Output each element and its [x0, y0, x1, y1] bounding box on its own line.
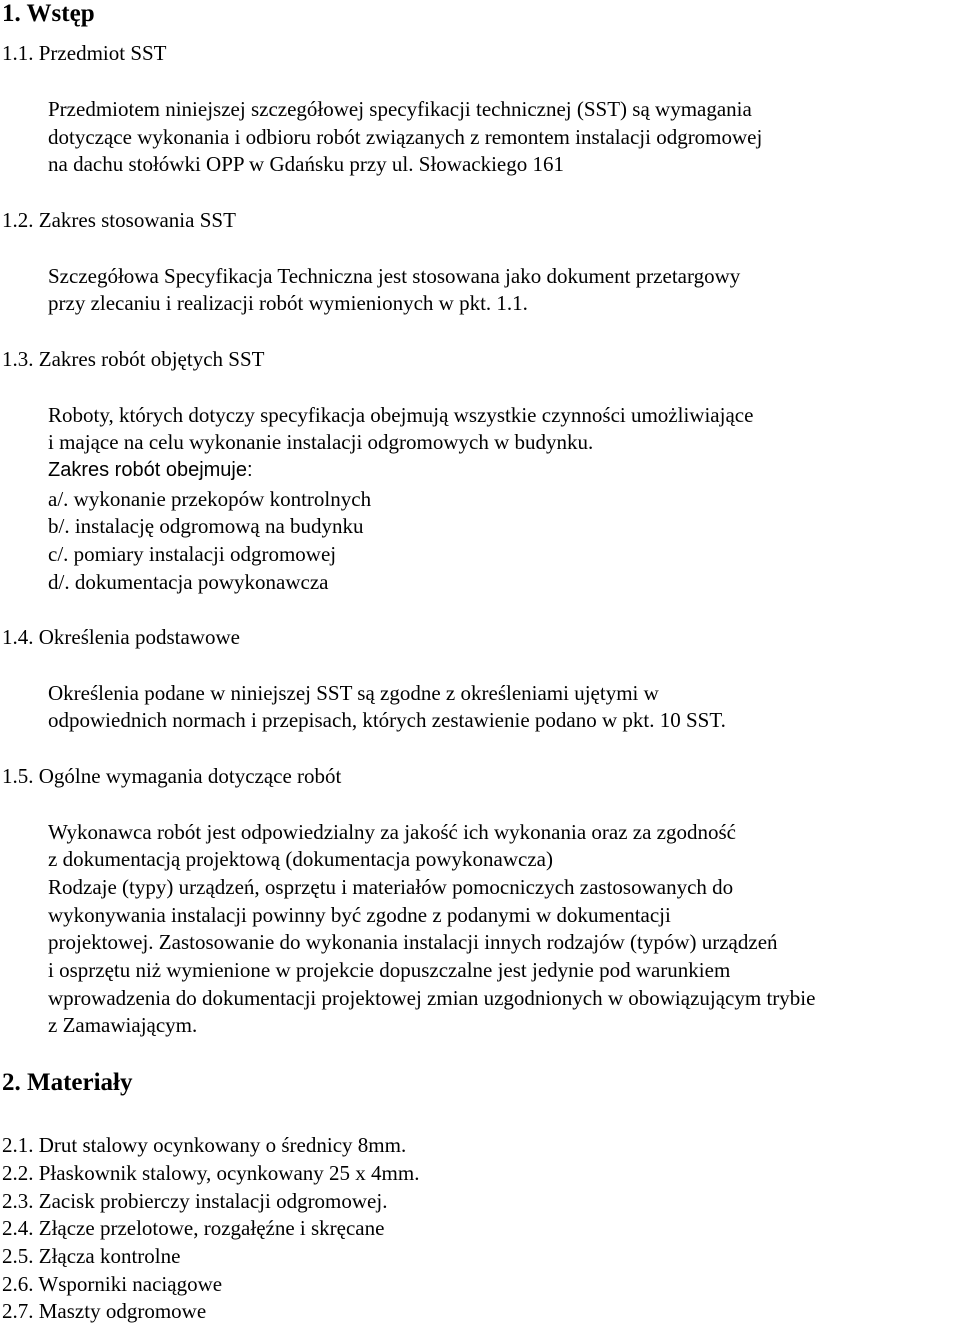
paragraph-line: wprowadzenia do dokumentacji projektowej zmian uzgodnionych w obowiązującym trybie: [48, 986, 816, 1010]
paragraph-line: z dokumentacją projektową (dokumentacja powykonawcza): [48, 847, 553, 871]
paragraph-line: z Zamawiającym.: [48, 1013, 198, 1037]
paragraph-line: Określenia podane w niniejszej SST są zgodne z określeniami ujętymi w: [48, 681, 659, 705]
section-1-4-heading: 1.4. Określenia podstawowe: [2, 625, 240, 649]
list-item: d/. dokumentacja powykonawcza: [48, 570, 329, 594]
material-item: 2.3. Zacisk probierczy instalacji odgromowej.: [2, 1189, 388, 1213]
paragraph-line: Szczegółowa Specyfikacja Techniczna jest stosowana jako dokument przetargowy: [48, 264, 741, 288]
section-1-1-heading: 1.1. Przedmiot SST: [2, 41, 167, 65]
scope-heading: Zakres robót obejmuje:: [48, 459, 253, 481]
material-item: 2.6. Wsporniki naciągowe: [2, 1272, 223, 1296]
paragraph-line: odpowiednich normach i przepisach, których zestawienie podano w pkt. 10 SST.: [48, 708, 726, 732]
paragraph-line: Przedmiotem niniejszej szczegółowej specyfikacji technicznej (SST) są wymagania: [48, 97, 752, 121]
paragraph-line: przy zlecaniu i realizacji robót wymienionych w pkt. 1.1.: [48, 291, 528, 315]
section-1-3-heading: 1.3. Zakres robót objętych SST: [2, 347, 265, 371]
paragraph-line: wykonywania instalacji powinny być zgodne z podanymi w dokumentacji: [48, 903, 671, 927]
paragraph-line: Rodzaje (typy) urządzeń, osprzętu i materiałów pomocniczych zastosowanych do: [48, 875, 734, 899]
paragraph-line: Wykonawca robót jest odpowiedzialny za jakość ich wykonania oraz za zgodność: [48, 820, 736, 844]
paragraph-line: projektowej. Zastosowanie do wykonania instalacji innych rodzajów (typów) urządzeń: [48, 930, 778, 954]
material-item: 2.4. Złącze przelotowe, rozgałęźne i skręcane: [2, 1216, 385, 1240]
paragraph-line: i osprzętu niż wymienione w projekcie dopuszczalne jest jedynie pod warunkiem: [48, 958, 731, 982]
section-2-heading: 2. Materiały: [2, 1069, 133, 1096]
material-item: 2.1. Drut stalowy ocynkowany o średnicy 8mm.: [2, 1133, 407, 1157]
material-item: 2.7. Maszty odgromowe: [2, 1299, 207, 1323]
paragraph-line: dotyczące wykonania i odbioru robót związanych z remontem instalacji odgromowej: [48, 125, 763, 149]
paragraph-line: i mające na celu wykonanie instalacji odgromowych w budynku.: [48, 430, 594, 454]
section-1-heading: 1. Wstęp: [2, 0, 95, 27]
list-item: c/. pomiary instalacji odgromowej: [48, 542, 337, 566]
material-item: 2.5. Złącza kontrolne: [2, 1244, 181, 1268]
paragraph-line: na dachu stołówki OPP w Gdańsku przy ul. Słowackiego 161: [48, 152, 564, 176]
section-1-5-heading: 1.5. Ogólne wymagania dotyczące robót: [2, 764, 342, 788]
paragraph-line: Roboty, których dotyczy specyfikacja obejmują wszystkie czynności umożliwiające: [48, 403, 754, 427]
section-1-2-heading: 1.2. Zakres stosowania SST: [2, 208, 236, 232]
list-item: b/. instalację odgromową na budynku: [48, 514, 364, 538]
list-item: a/. wykonanie przekopów kontrolnych: [48, 487, 372, 511]
material-item: 2.2. Płaskownik stalowy, ocynkowany 25 x 4mm.: [2, 1161, 420, 1185]
